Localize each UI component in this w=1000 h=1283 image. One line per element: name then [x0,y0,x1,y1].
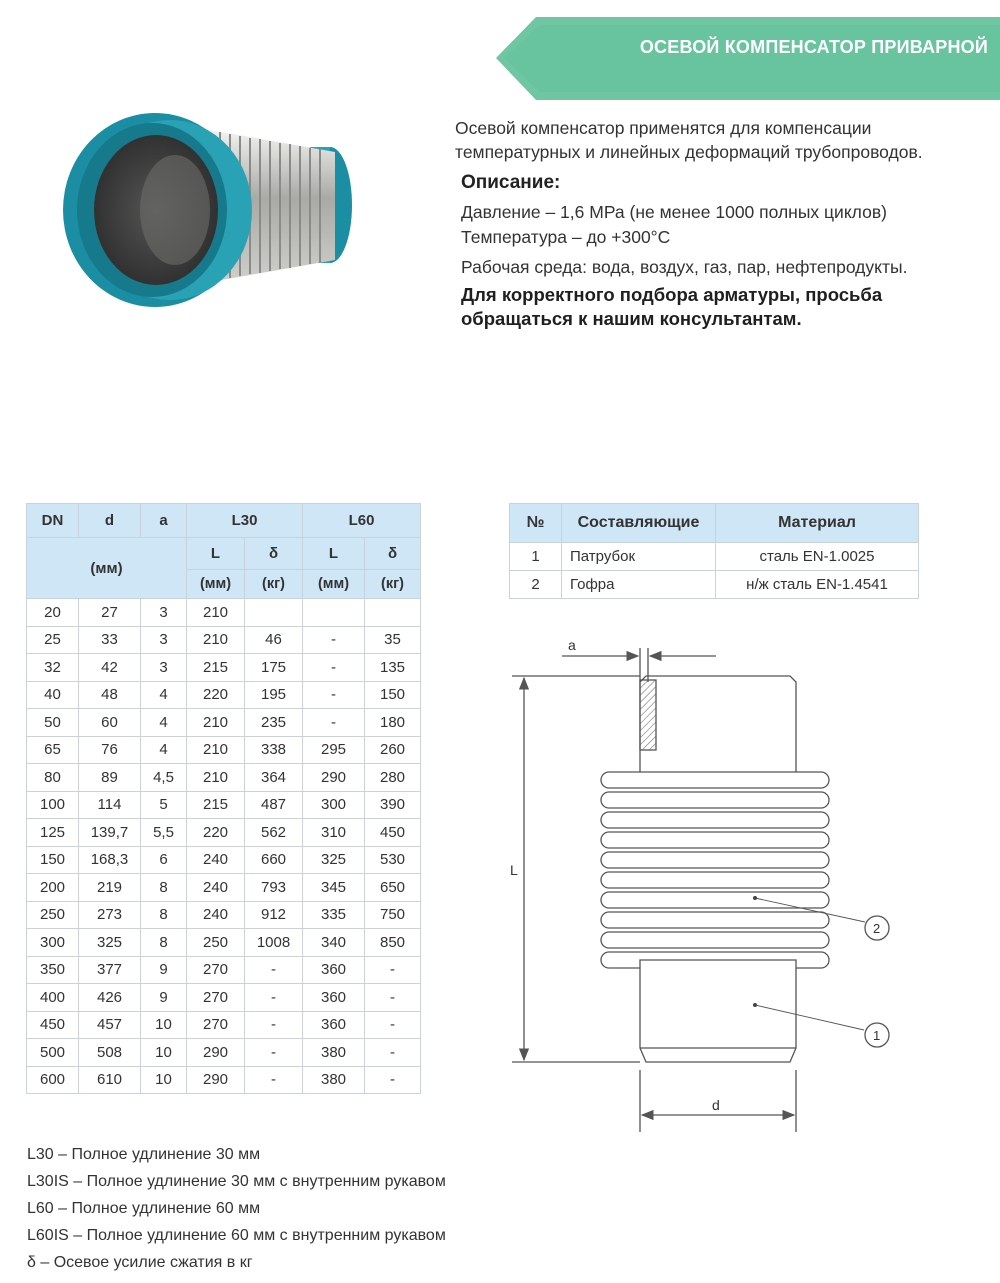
cell-dn: 400 [27,984,79,1012]
cell-d: 219 [79,874,141,902]
header-number: № [510,504,562,543]
cell-l30-L: 290 [187,1039,245,1067]
cell-a: 4,5 [141,764,187,792]
cell-a: 8 [141,874,187,902]
cell-dn: 450 [27,1011,79,1039]
cell-l30-delta: 364 [245,764,303,792]
cell-l60-L: 295 [303,736,365,764]
cell-dn: 200 [27,874,79,902]
cell-dn: 80 [27,764,79,792]
cell-l30-delta: - [245,1011,303,1039]
cell-l30-delta: 793 [245,874,303,902]
table-row [27,599,421,627]
cell-l30-L: 215 [187,791,245,819]
cell-d: 42 [79,654,141,682]
cell-dn: 40 [27,681,79,709]
table-row [27,654,421,682]
note-line-2: обращаться к нашим консультантам. [461,308,802,329]
cell-a: 4 [141,681,187,709]
table-row [27,901,421,929]
cell-l60-L: 310 [303,819,365,847]
cell-d: 33 [79,626,141,654]
cell-l30-L: 240 [187,901,245,929]
compensator-photo [60,110,360,310]
cell-l30-delta [245,599,303,627]
cell-d: 457 [79,1011,141,1039]
cell-a: 4 [141,736,187,764]
intro-line-1: Осевой компенсатор применятся для компенсации [455,118,872,138]
component-material: сталь EN-1.0025 [716,543,919,571]
cell-l60-L: 380 [303,1039,365,1067]
header-banner [496,17,1000,100]
cell-l60-delta: - [365,1011,421,1039]
table-row [27,736,421,764]
legend-l60is: L60IS – Полное удлинение 60 мм с внутренним рукавом [27,1227,446,1244]
cell-l30-delta: 195 [245,681,303,709]
cell-l30-L: 270 [187,1011,245,1039]
legend-l30: L30 – Полное удлинение 30 мм [27,1146,261,1163]
cell-d: 377 [79,956,141,984]
cell-l30-L: 250 [187,929,245,957]
legend-l30is: L30IS – Полное удлинение 30 мм с внутренним рукавом [27,1173,446,1190]
cell-l30-delta: 46 [245,626,303,654]
cell-l30-L: 240 [187,846,245,874]
cell-l60-L: 345 [303,874,365,902]
header-l30: L30 [187,504,303,538]
cell-l60-L: 360 [303,1011,365,1039]
cell-l30-delta: 487 [245,791,303,819]
cell-l60-L: - [303,654,365,682]
header-component: Составляющие [562,504,716,543]
legend-delta: δ – Осевое усилие сжатия в кг [27,1254,253,1271]
components-table [509,503,919,599]
table-row [27,1066,421,1094]
cell-l60-L: - [303,681,365,709]
cell-a: 4 [141,709,187,737]
cell-a: 5 [141,791,187,819]
intro-text [455,116,995,164]
cell-a: 8 [141,929,187,957]
cell-a: 8 [141,901,187,929]
cell-l60-L: - [303,626,365,654]
cell-l30-delta: 912 [245,901,303,929]
cell-l30-L: 210 [187,736,245,764]
legend-l60: L60 – Полное удлинение 60 мм [27,1200,261,1217]
cell-a: 3 [141,626,187,654]
callout-2: 2 [873,921,881,936]
cell-l60-delta: 750 [365,901,421,929]
header-l60: L60 [303,504,421,538]
note-line-1: Для корректного подбора арматуры, просьба [461,284,883,305]
cell-d: 508 [79,1039,141,1067]
cell-d: 114 [79,791,141,819]
cell-l60-delta [365,599,421,627]
description-list [461,200,996,280]
cell-dn: 600 [27,1066,79,1094]
cell-d: 168,3 [79,846,141,874]
cell-dn: 350 [27,956,79,984]
cell-l30-L: 270 [187,956,245,984]
cell-a: 5,5 [141,819,187,847]
cell-l30-L: 290 [187,1066,245,1094]
table-row [27,956,421,984]
cell-l30-delta: 338 [245,736,303,764]
cell-l60-delta: 650 [365,874,421,902]
cell-l30-L: 210 [187,764,245,792]
cell-l60-delta: 280 [365,764,421,792]
description-pressure: Давление – 1,6 МРа (не менее 1000 полных циклов) [461,202,887,222]
header-l60-delta: δ [365,538,421,570]
cell-l60-L: 290 [303,764,365,792]
header-material: Материал [716,504,919,543]
component-material: н/ж сталь EN-1.4541 [716,571,919,599]
cell-dn: 300 [27,929,79,957]
cell-d: 139,7 [79,819,141,847]
cell-l30-L: 240 [187,874,245,902]
cell-dn: 50 [27,709,79,737]
cell-l30-delta: 660 [245,846,303,874]
cell-l60-L: - [303,709,365,737]
header-l30-L: L [187,538,245,570]
cell-a: 9 [141,984,187,1012]
cell-l60-delta: - [365,1039,421,1067]
cell-a: 3 [141,654,187,682]
component-number: 1 [510,543,562,571]
cell-l60-delta: - [365,1066,421,1094]
header-l60-unit-mm: (мм) [303,570,365,599]
cell-l60-L: 300 [303,791,365,819]
callout-1: 1 [873,1028,881,1043]
header-l30-unit-kg: (кг) [245,570,303,599]
cell-l60-L: 335 [303,901,365,929]
cell-d: 610 [79,1066,141,1094]
header-l30-delta: δ [245,538,303,570]
dimensions-table [26,503,421,1094]
cell-a: 3 [141,599,187,627]
description-medium: Рабочая среда: вода, воздух, газ, пар, нефтепродукты. [461,257,908,277]
consultant-note [461,283,996,331]
cell-l30-delta: - [245,984,303,1012]
cell-l30-delta: 562 [245,819,303,847]
cell-d: 273 [79,901,141,929]
intro-line-2: температурных и линейных деформаций трубопроводов. [455,142,923,162]
cell-dn: 25 [27,626,79,654]
header-a: a [141,504,187,538]
cell-d: 89 [79,764,141,792]
cell-l30-delta: - [245,956,303,984]
cell-dn: 20 [27,599,79,627]
cell-d: 325 [79,929,141,957]
description-temperature: Температура – до +300°С [461,226,671,247]
cell-l30-delta: 1008 [245,929,303,957]
component-name: Патрубок [562,543,716,571]
header-dn: DN [27,504,79,538]
cell-l30-delta: - [245,1066,303,1094]
cell-l30-L: 210 [187,626,245,654]
header-mm-group: (мм) [27,538,187,599]
table-row [510,571,919,599]
table-row [27,681,421,709]
cell-l60-delta: - [365,984,421,1012]
cell-d: 60 [79,709,141,737]
cell-l30-delta: 175 [245,654,303,682]
table-row [27,709,421,737]
cell-l60-delta: - [365,956,421,984]
header-l60-unit-kg: (кг) [365,570,421,599]
cell-l60-delta: 450 [365,819,421,847]
banner-title: ОСЕВОЙ КОМПЕНСАТОР ПРИВАРНОЙ [639,37,988,57]
cell-l60-delta: 135 [365,654,421,682]
header-d: d [79,504,141,538]
label-L: L [510,862,518,878]
component-number: 2 [510,571,562,599]
cell-dn: 125 [27,819,79,847]
cell-a: 9 [141,956,187,984]
cell-l30-L: 210 [187,709,245,737]
cell-d: 27 [79,599,141,627]
table-row [27,929,421,957]
cell-dn: 250 [27,901,79,929]
table-row [27,1011,421,1039]
cell-l30-L: 220 [187,681,245,709]
cell-l60-delta: 180 [365,709,421,737]
cell-l60-delta: 390 [365,791,421,819]
cell-dn: 32 [27,654,79,682]
header-l30-unit-mm: (мм) [187,570,245,599]
cell-d: 426 [79,984,141,1012]
cell-l30-L: 210 [187,599,245,627]
cell-l30-delta: - [245,1039,303,1067]
cell-l30-L: 270 [187,984,245,1012]
table-row [27,764,421,792]
cell-a: 10 [141,1039,187,1067]
table-row [27,626,421,654]
table-row [27,791,421,819]
cell-l60-L [303,599,365,627]
cell-l60-L: 380 [303,1066,365,1094]
component-name: Гофра [562,571,716,599]
table-row [27,819,421,847]
table-row [27,846,421,874]
cell-dn: 100 [27,791,79,819]
cell-a: 10 [141,1011,187,1039]
legend [27,1141,446,1276]
cell-dn: 65 [27,736,79,764]
header-l60-L: L [303,538,365,570]
table-row [27,984,421,1012]
description-title: Описание: [461,172,561,193]
cell-l30-delta: 235 [245,709,303,737]
cell-l30-L: 220 [187,819,245,847]
cell-l60-delta: 150 [365,681,421,709]
table-row [27,874,421,902]
cell-l60-delta: 850 [365,929,421,957]
cell-l60-delta: 260 [365,736,421,764]
cell-a: 10 [141,1066,187,1094]
cell-l60-delta: 35 [365,626,421,654]
cell-dn: 150 [27,846,79,874]
cell-l60-L: 325 [303,846,365,874]
cell-d: 76 [79,736,141,764]
cell-l60-delta: 530 [365,846,421,874]
cell-l30-L: 215 [187,654,245,682]
label-a: a [568,637,576,653]
table-row [27,1039,421,1067]
cell-l60-L: 360 [303,984,365,1012]
cell-dn: 500 [27,1039,79,1067]
technical-drawing [500,630,910,1140]
cell-a: 6 [141,846,187,874]
table-row [510,543,919,571]
cell-l60-L: 340 [303,929,365,957]
cell-l60-L: 360 [303,956,365,984]
label-d: d [712,1097,720,1113]
cell-d: 48 [79,681,141,709]
